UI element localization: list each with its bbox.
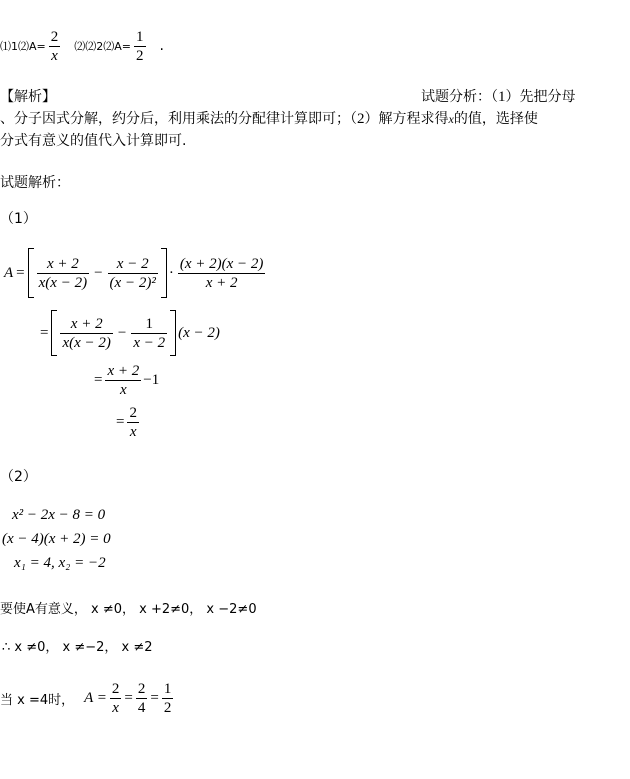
solution-heading: 试题解析： — [0, 175, 70, 191]
answer-part1-label: ⑴1⑵A= — [0, 40, 46, 53]
variable-A: A — [4, 264, 14, 281]
step1-fraction-1: $\frac{x + 2}{x(x - 2)}$ — [38, 255, 88, 291]
answer-part1-fraction: $\frac{2}{x}$ — [50, 28, 59, 64]
step1-fraction-3: $\frac{(x + 2)(x - 2)}{x + 2}$ — [179, 255, 264, 291]
analysis-heading: 【解析】 — [0, 89, 56, 105]
left-bracket — [28, 248, 34, 298]
quadratic-equation: x² − 2x − 8 = 0 — [12, 507, 106, 523]
analysis-line-3: 分式有意义的值代入计算即可. — [0, 133, 187, 149]
step1-equation: A = $\frac{x + 2}{x(x - 2)}$ − $\frac{x - 2}{\text{(x − 2)²}}$ · $\frac{(x + 2)(x - 2)}{x + 2}$ — [4, 248, 265, 298]
step1-fraction-2: $\frac{x - 2}{\text{(x − 2)²}}$ — [109, 255, 156, 291]
final-substitution: 当 x =4时， A = $\frac{2}{x}$ = $\frac{2}{4}$ = $\frac{1}{2}$ — [0, 680, 172, 716]
step4-fraction: $\frac{2}{x}$ — [129, 405, 137, 440]
final-fraction-1: $\frac{2}{x}$ — [111, 680, 120, 716]
analysis-line-2: 、分子因式分解，约分后，利用乘法的分配律计算即可；（2）解方程求得x的值，选择使 — [0, 111, 538, 127]
answer-period: . — [159, 38, 164, 54]
step3-fraction: $\frac{x + 2}{x}$ — [107, 363, 140, 398]
analysis-intro: 试题分析：（1）先把分母 — [421, 89, 576, 105]
step2-equation: = $\frac{x + 2}{x(x - 2)}$ − $\frac{1}{x - 2}$ (x − 2) — [40, 310, 220, 356]
final-fraction-2: $\frac{2}{4}$ — [137, 680, 146, 716]
when-label: 当 x =4时， — [0, 692, 75, 708]
step2-fraction-2: $\frac{1}{x - 2}$ — [133, 315, 166, 351]
final-fraction-3: $\frac{1}{2}$ — [163, 680, 172, 716]
roots: x₁ = 4, x₂ = −2 — [14, 555, 106, 571]
therefore-line: ∴ x ≠0， x ≠−2， x ≠2 — [2, 640, 153, 655]
step4-equation: = $\frac{2}{x}$ — [116, 405, 137, 440]
condition-line: 要使A有意义， x ≠0， x +2≠0， x −2≠0 — [0, 602, 257, 617]
step2-fraction-1: $\frac{x + 2}{x(x - 2)}$ — [62, 315, 111, 351]
factored-equation: (x − 4)(x + 2) = 0 — [2, 531, 111, 547]
step3-equation: = $\frac{x + 2}{x}$ −1 — [94, 363, 160, 398]
answer-part2-fraction: $\frac{1}{2}$ — [136, 28, 144, 64]
right-bracket — [161, 248, 167, 298]
right-bracket — [170, 310, 176, 356]
answer-line — [0, 24, 164, 68]
left-bracket — [51, 310, 57, 356]
part1-label: （1） — [0, 211, 37, 227]
answer-part2-label: ⑵⑵2⑵A= — [74, 40, 131, 53]
part2-label: （2） — [0, 469, 37, 485]
